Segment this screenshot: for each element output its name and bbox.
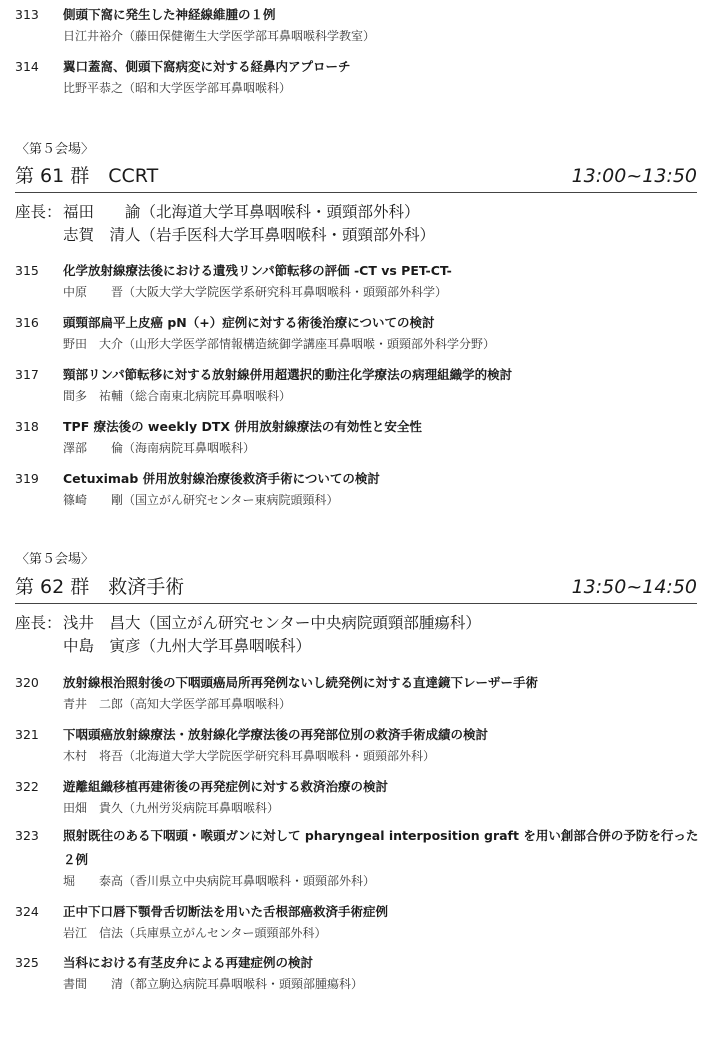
entry-number: 319 xyxy=(15,471,39,486)
entry-title: 照射既往のある下咽頭・喉頭ガンに対して pharyngeal interposition graft を用い創部合併の予防を行った２例 xyxy=(63,828,699,867)
entry-title: 下咽頭癌放射線療法・放射線化学療法後の再発部位別の救済手術成績の検討 xyxy=(63,727,489,742)
entry-number: 323 xyxy=(15,828,39,843)
entry-title: TPF 療法後の weekly DTX 併用放射線療法の有効性と安全性 xyxy=(63,419,422,434)
entry-title: 正中下口唇下顎骨舌切断法を用いた舌根部癌救済手術症例 xyxy=(63,904,389,919)
entry-number: 320 xyxy=(15,675,39,690)
entry-title: 側頭下窩に発生した神経線維腫の１例 xyxy=(63,7,276,22)
venue-label: 〈第５会場〉 xyxy=(16,552,95,567)
chair-1 xyxy=(15,612,481,634)
entry-title: 化学放射線療法後における遺残リンパ節転移の評価 -CT vs PET-CT- xyxy=(63,263,452,278)
venue-label: 〈第５会場〉 xyxy=(16,142,95,157)
entry-number: 313 xyxy=(15,7,39,22)
chair-label: 座長： xyxy=(15,203,62,221)
entry-author: 日江井裕介（藤田保健衛生大学医学部耳鼻咽喉科学教室） xyxy=(63,29,376,43)
entry-number: 322 xyxy=(15,779,39,794)
chair-2: 志賀 清人（岩手医科大学耳鼻咽喉科・頭頸部外科） xyxy=(63,226,436,244)
session-62-header xyxy=(15,575,697,599)
chair-2: 中島 寅彦（九州大学耳鼻咽喉科） xyxy=(63,637,312,655)
entry-author: 堀 泰高（香川県立中央病院耳鼻咽喉科・頭頸部外科） xyxy=(63,874,376,888)
entry-title: 翼口蓋窩、側頭下窩病変に対する経鼻内アプローチ xyxy=(63,59,351,74)
entry-number: 316 xyxy=(15,315,39,330)
entry-number: 325 xyxy=(15,955,39,970)
entry-author: 書間 清（都立駒込病院耳鼻咽喉科・頭頸部腫瘍科） xyxy=(63,977,364,991)
entry-title: 頭頸部扁平上皮癌 pN（+）症例に対する術後治療についての検討 xyxy=(63,315,435,330)
session-time: 13:00~13:50 xyxy=(571,165,697,187)
entry-number: 315 xyxy=(15,263,39,278)
session-divider xyxy=(15,603,697,604)
entry-number: 324 xyxy=(15,904,39,919)
entry-author: 野田 大介（山形大学医学部情報構造統御学講座耳鼻咽喉・頭頸部外科学分野） xyxy=(63,337,496,351)
entry-author: 比野平恭之（昭和大学医学部耳鼻咽喉科） xyxy=(63,81,292,95)
entry-title: 遊離組織移植再建術後の再発症例に対する救済治療の検討 xyxy=(63,779,389,794)
session-title: 第 61 群 CCRT xyxy=(15,165,159,187)
session-title: 第 62 群 救済手術 xyxy=(15,576,185,598)
entry-title: 頸部リンパ節転移に対する放射線併用超選択的動注化学療法の病理組織学的検討 xyxy=(63,367,513,382)
entry-author: 青井 二郎（高知大学医学部耳鼻咽喉科） xyxy=(63,697,292,711)
entry-number: 318 xyxy=(15,419,39,434)
chair-name: 浅井 昌大（国立がん研究センター中央病院頭頸部腫瘍科） xyxy=(63,614,481,632)
chair-1 xyxy=(15,201,420,223)
entry-title: 放射線根治照射後の下咽頭癌局所再発例ないし続発例に対する直達鏡下レーザー手術 xyxy=(63,675,539,690)
entry-author: 岩江 信法（兵庫県立がんセンター頭頸部外科） xyxy=(63,926,327,940)
entry-author: 篠崎 剛（国立がん研究センター東病院頭頸科） xyxy=(63,493,339,507)
session-time: 13:50~14:50 xyxy=(571,576,697,598)
entry-number: 314 xyxy=(15,59,39,74)
chair-label: 座長： xyxy=(15,614,62,632)
entry-title: Cetuximab 併用放射線治療後救済手術についての検討 xyxy=(63,471,380,486)
entry-title: 当科における有茎皮弁による再建症例の検討 xyxy=(63,955,314,970)
entry-number: 317 xyxy=(15,367,39,382)
entry-number: 321 xyxy=(15,727,39,742)
session-61-header xyxy=(15,164,697,188)
entry-author: 木村 将吾（北海道大学大学院医学研究科耳鼻咽喉科・頭頸部外科） xyxy=(63,749,436,763)
entry-author: 澤部 倫（海南病院耳鼻咽喉科） xyxy=(63,441,256,455)
session-divider xyxy=(15,192,697,193)
entry-author: 中原 晋（大阪大学大学院医学系研究科耳鼻咽喉科・頭頸部外科学） xyxy=(63,285,448,299)
chair-name: 福田 諭（北海道大学耳鼻咽喉科・頭頸部外科） xyxy=(63,203,420,221)
entry-author: 間多 祐輔（総合南東北病院耳鼻咽喉科） xyxy=(63,389,292,403)
entry-author: 田畑 貴久（九州労災病院耳鼻咽喉科） xyxy=(63,801,280,815)
